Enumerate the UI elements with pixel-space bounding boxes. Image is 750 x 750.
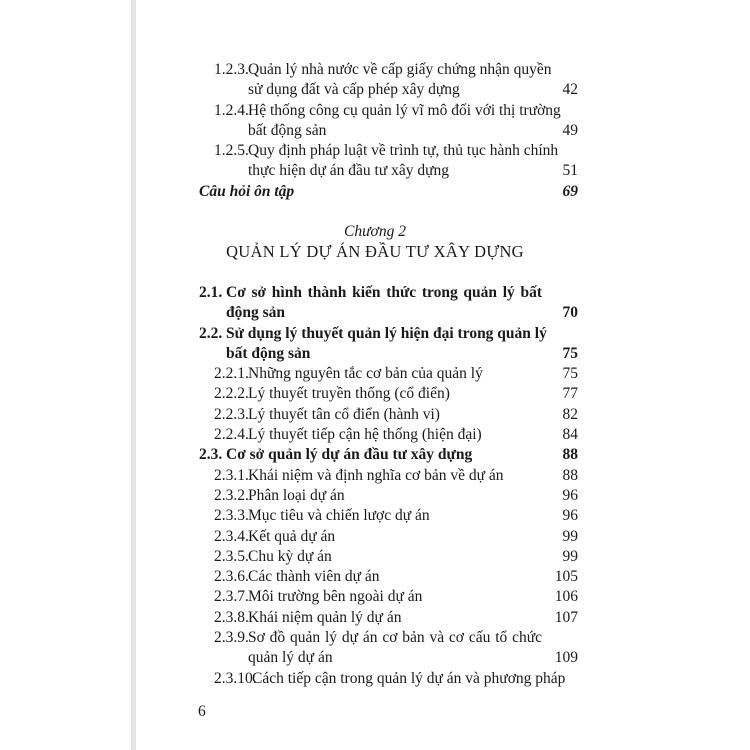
toc-entry-text: Quy định pháp luật về trình tự, thủ tục hành chính — [248, 142, 559, 160]
toc-entry-text: Cơ sở hình thành kiến thức trong quản lý bất — [226, 284, 542, 301]
toc-page-number: 82 — [562, 405, 578, 423]
toc-entry-number: 2.2.3. — [214, 405, 249, 423]
toc-entry-text: thực hiện dự án đầu tư xây dựng — [248, 162, 450, 180]
toc-entry[interactable] — [0, 60, 750, 101]
toc-entry-number: 1.2.4. — [214, 101, 249, 119]
toc-entry-text: Lý thuyết tân cổ điển (hành vi) — [248, 405, 440, 423]
toc-entry-number: 2.2.4. — [214, 426, 249, 444]
toc-page-number: 51 — [562, 162, 578, 180]
toc-entry-number: 1.2.5. — [214, 142, 249, 160]
toc-entry[interactable] — [0, 527, 750, 547]
toc-page-number: 42 — [562, 81, 578, 99]
toc-entry[interactable] — [0, 425, 750, 445]
toc-page-number: 69 — [562, 183, 578, 200]
toc-page-number: 106 — [554, 588, 578, 606]
toc-entry[interactable] — [0, 384, 750, 404]
toc-entry-text: Lý thuyết truyền thống (cổ điển) — [248, 385, 450, 403]
toc-entry[interactable] — [0, 101, 750, 142]
toc-entry-text: động sản — [226, 304, 286, 322]
toc-page-number: 49 — [562, 121, 578, 139]
toc-entry-number: 2.3.1. — [214, 466, 249, 484]
toc-entry-number: 2.3.10. — [214, 669, 257, 687]
toc-entry-text: sử dụng đất và cấp phép xây dựng — [248, 81, 460, 99]
toc-entry-number: 2.3.6. — [214, 568, 249, 586]
toc-entry-text: quản lý dự án — [248, 649, 333, 667]
toc-section-chapter1-end — [0, 60, 750, 182]
toc-page-number: 75 — [562, 365, 578, 383]
toc-entry-text: bất động sản — [248, 121, 327, 139]
toc-entry-number: 2.3.3. — [214, 507, 249, 525]
toc-entry-text: bất động sản — [226, 344, 311, 362]
toc-page-number: 99 — [562, 527, 578, 545]
toc-page-number: 99 — [562, 547, 578, 565]
toc-review-entry — [0, 182, 750, 202]
toc-entry-text: Cách tiếp cận trong quản lý dự án và phương pháp — [252, 669, 566, 687]
toc-entry-text: Khái niệm quản lý dự án — [248, 608, 402, 626]
toc-entry[interactable] — [0, 324, 750, 365]
toc-page-number: 88 — [562, 446, 578, 464]
toc-page-number: 88 — [562, 466, 578, 484]
toc-entry[interactable] — [0, 466, 750, 486]
toc-entry-text: Lý thuyết tiếp cận hệ thống (hiện đại) — [248, 426, 482, 444]
toc-entry-text: Các thành viên dự án — [248, 568, 380, 586]
toc-entry-text: Sử dụng lý thuyết quản lý hiện đại trong quản lý — [226, 324, 547, 342]
toc-entry-review[interactable] — [0, 182, 750, 202]
toc-page-number: 77 — [562, 385, 578, 403]
toc-entry[interactable] — [0, 141, 750, 182]
toc-page-number: 96 — [562, 486, 578, 504]
toc-entry[interactable] — [0, 364, 750, 384]
toc-entry-number: 2.2.1. — [214, 365, 249, 383]
toc-page-number: 105 — [554, 568, 578, 586]
toc-entry-number: 2.1. — [199, 284, 223, 301]
toc-entry-text: Câu hỏi ôn tập — [199, 183, 295, 200]
toc-entry-text: Cơ sở quản lý dự án đầu tư xây dựng — [226, 446, 473, 464]
toc-entry[interactable] — [0, 608, 750, 628]
toc-page-number: 96 — [562, 507, 578, 525]
toc-entry-number: 2.2.2. — [214, 385, 249, 403]
toc-entry[interactable] — [0, 445, 750, 465]
toc-page-number: 107 — [554, 608, 578, 626]
chapter-title: QUẢN LÝ DỰ ÁN ĐẦU TƯ XÂY DỰNG — [226, 242, 524, 261]
toc-entry-number: 2.3.7. — [214, 588, 249, 606]
toc-page-number: 70 — [562, 304, 578, 322]
toc-entry[interactable] — [0, 283, 750, 324]
toc-entry-number: 2.3.9. — [214, 629, 249, 647]
toc-entry-number: 2.3.2. — [214, 486, 249, 504]
toc-entry-text: Quản lý nhà nước về cấp giấy chứng nhận quyền — [248, 61, 552, 78]
toc-page-number: 84 — [562, 426, 578, 444]
toc-entry-number: 2.2. — [199, 324, 223, 342]
toc-entry-text: Kết quả dự án — [248, 527, 336, 545]
toc-entry-text: Sơ đồ quản lý dự án cơ bản và cơ cấu tổ chức — [248, 629, 542, 647]
toc-page-number: 75 — [562, 344, 578, 362]
toc-entry[interactable] — [0, 669, 750, 689]
chapter-label: Chương 2 — [344, 223, 406, 240]
toc-section-chapter2 — [0, 283, 750, 689]
toc-entry[interactable] — [0, 486, 750, 506]
page-number: 6 — [198, 703, 206, 720]
toc-page-number: 109 — [554, 649, 578, 667]
toc-entry-text: Môi trường bên ngoài dự án — [248, 588, 423, 606]
toc-entry-text: Khái niệm và định nghĩa cơ bản về dự án — [248, 466, 504, 484]
toc-entry-text: Mục tiêu và chiến lược dự án — [248, 507, 430, 525]
toc-entry-text: Những nguyên tắc cơ bản của quản lý — [248, 365, 483, 383]
toc-entry-number: 2.3.5. — [214, 547, 249, 565]
toc-entry-number: 2.3. — [199, 446, 223, 464]
toc-entry-text: Chu kỳ dự án — [248, 547, 332, 565]
toc-entry-number: 2.3.4. — [214, 527, 249, 545]
toc-entry[interactable] — [0, 567, 750, 587]
toc-entry-text: Phân loại dự án — [248, 486, 345, 504]
toc-entry-number: 1.2.3. — [214, 61, 249, 78]
toc-entry-text: Hệ thống công cụ quản lý vĩ mô đối với thị trường — [248, 101, 561, 119]
toc-entry-number: 2.3.8. — [214, 608, 249, 626]
toc-entry[interactable] — [0, 547, 750, 567]
toc-entry[interactable] — [0, 506, 750, 526]
toc-entry[interactable] — [0, 405, 750, 425]
toc-entry[interactable] — [0, 628, 750, 669]
toc-entry[interactable] — [0, 587, 750, 607]
